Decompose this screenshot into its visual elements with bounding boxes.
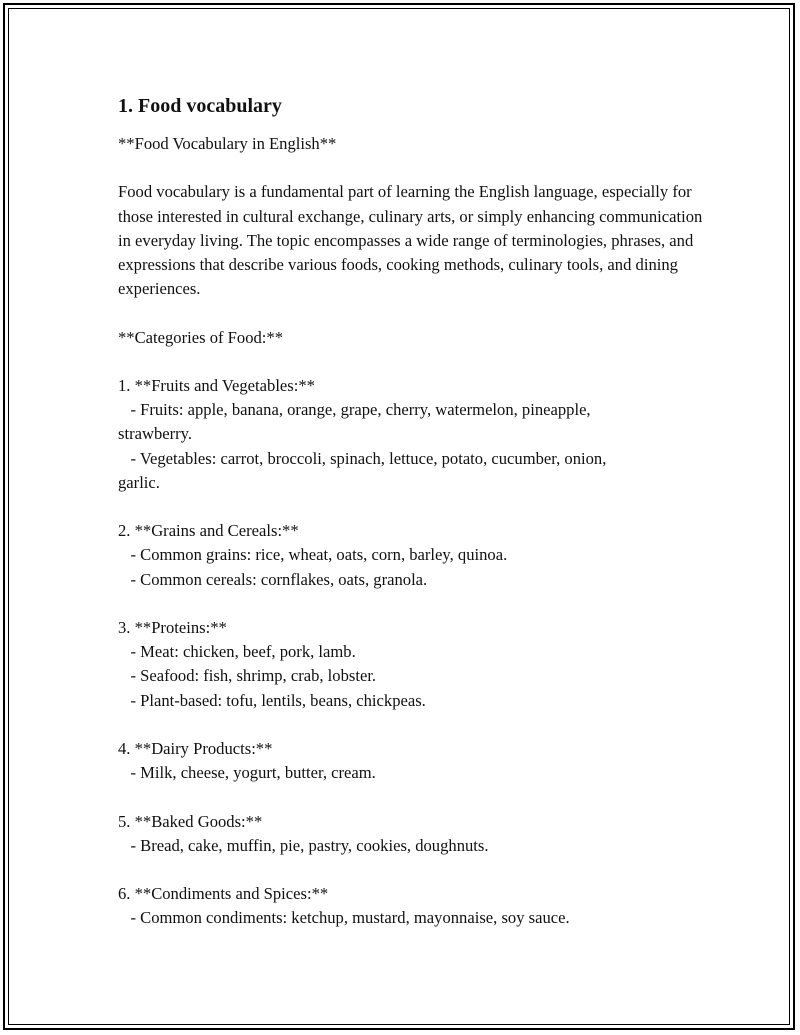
category-item: - Milk, cheese, yogurt, butter, cream. [118, 763, 376, 783]
category-item: strawberry. [118, 424, 193, 444]
intro-paragraph: Food vocabulary is a fundamental part of learning the English language, especially for those interested in cultural exchange, culinary arts, or simply enhancing communication in everyday living. The topic encompasses a wide range of terminologies, phrases, and expressions that describe various foods, cooking methods, culinary tools, and dining experiences. [118, 182, 703, 299]
category-section [118, 616, 708, 737]
document-body [118, 94, 708, 931]
spacer [118, 713, 708, 737]
category-item: - Fruits: apple, banana, orange, grape, cherry, watermelon, pineapple, [118, 400, 591, 420]
category-item: - Common grains: rice, wheat, oats, corn, barley, quinoa. [118, 545, 508, 565]
category-item: - Plant-based: tofu, lentils, beans, chickpeas. [118, 690, 426, 710]
category-item: - Meat: chicken, beef, pork, lamb. [118, 642, 356, 662]
category-section [118, 810, 708, 883]
document-subtitle: **Food Vocabulary in English** [118, 134, 337, 153]
category-list [118, 374, 708, 931]
spacer [118, 858, 708, 882]
spacer [118, 350, 708, 374]
category-title: 1. **Fruits and Vegetables:** [118, 375, 315, 395]
category-item: garlic. [118, 472, 160, 492]
category-item: - Common cereals: cornflakes, oats, granola. [118, 569, 428, 589]
spacer [118, 156, 708, 180]
category-item: - Bread, cake, muffin, pie, pastry, cookies, doughnuts. [118, 835, 489, 855]
category-item: - Seafood: fish, shrimp, crab, lobster. [118, 666, 377, 686]
category-section [118, 737, 708, 810]
category-section [118, 882, 708, 930]
section-heading: 1. Food vocabulary [118, 95, 282, 117]
spacer [118, 301, 708, 325]
category-title: 2. **Grains and Cereals:** [118, 521, 299, 541]
category-title: 6. **Condiments and Spices:** [118, 884, 329, 904]
category-section [118, 374, 708, 519]
category-item: - Common condiments: ketchup, mustard, mayonnaise, soy sauce. [118, 908, 570, 928]
spacer [118, 785, 708, 809]
category-item: - Vegetables: carrot, broccoli, spinach, lettuce, potato, cucumber, onion, [118, 448, 607, 468]
category-title: 5. **Baked Goods:** [118, 811, 263, 831]
spacer [118, 592, 708, 616]
category-title: 3. **Proteins:** [118, 617, 227, 637]
spacer [118, 495, 708, 519]
category-section [118, 519, 708, 616]
categories-heading: **Categories of Food:** [118, 327, 283, 347]
category-title: 4. **Dairy Products:** [118, 738, 273, 758]
